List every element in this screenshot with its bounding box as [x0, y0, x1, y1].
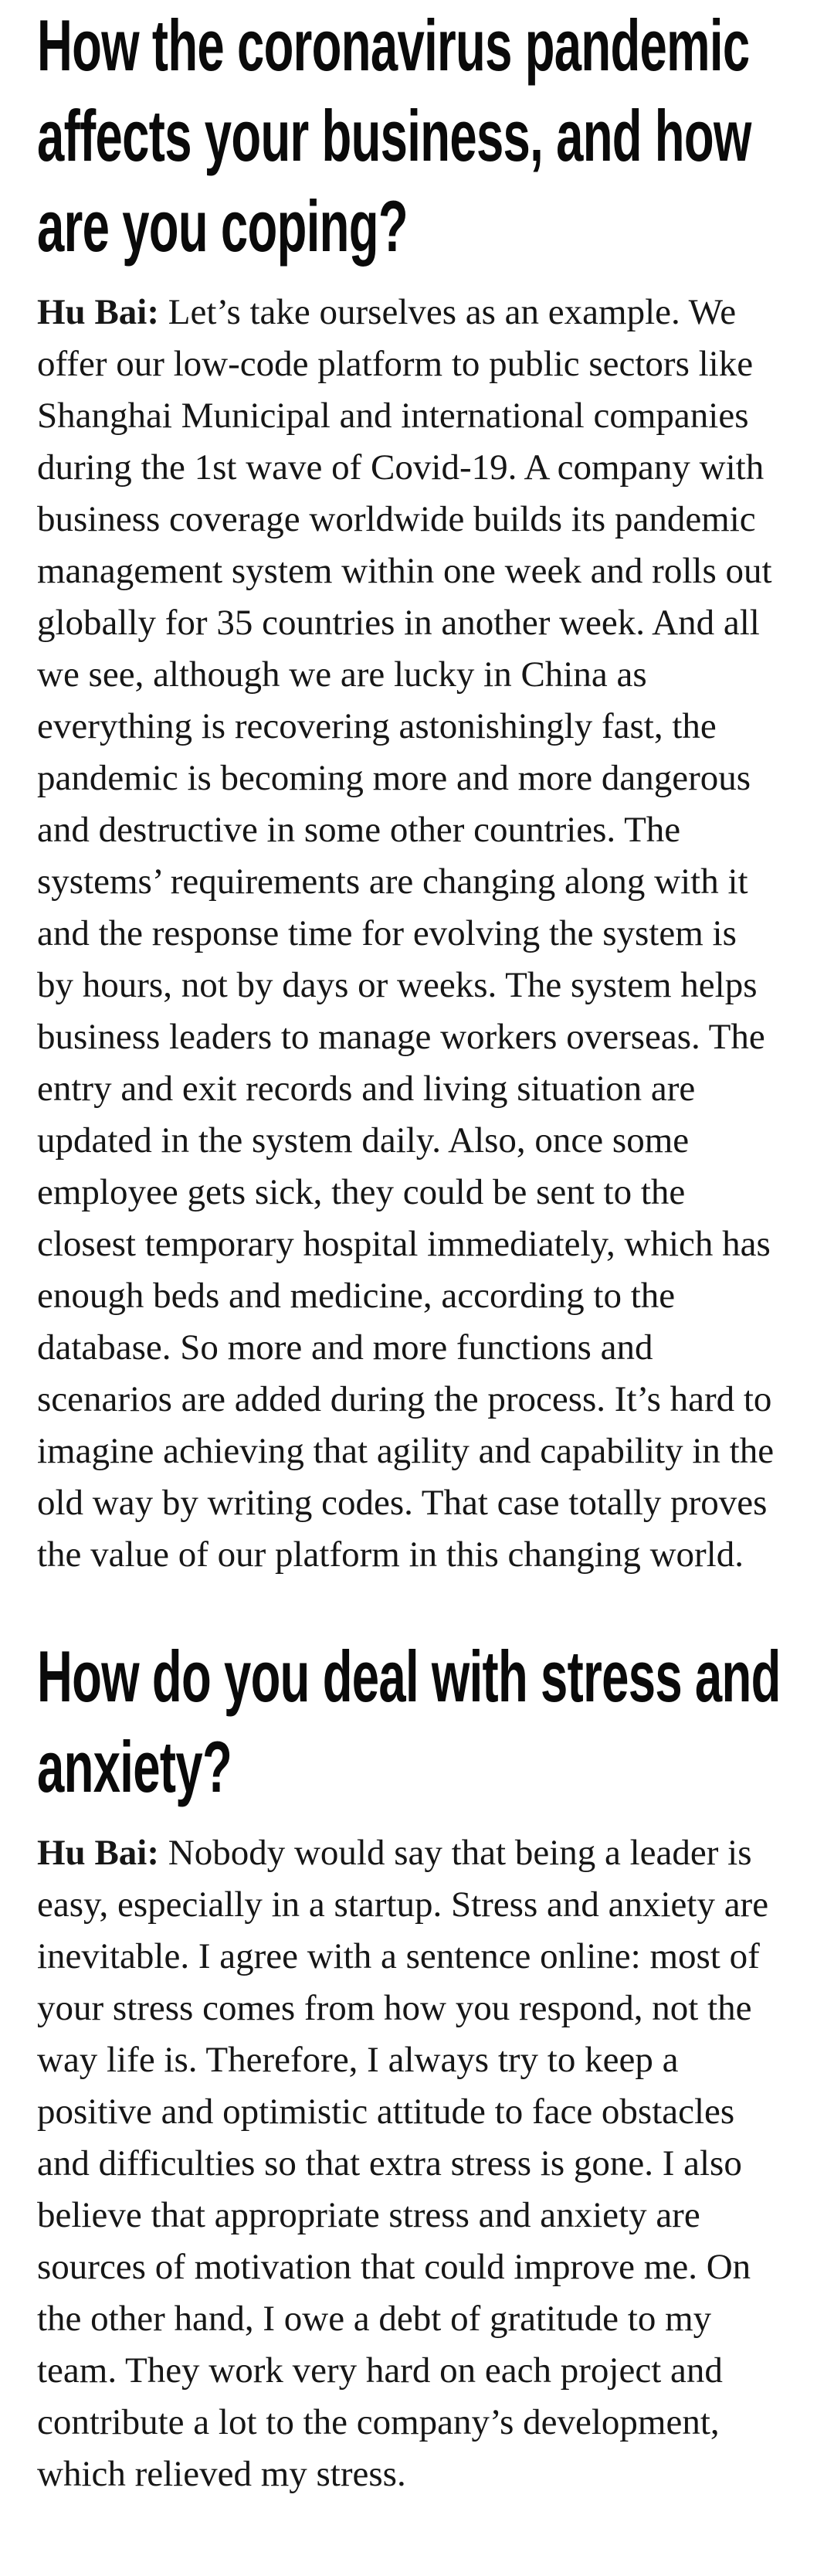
answer-paragraph [37, 287, 776, 1581]
answer-paragraph [37, 1827, 776, 2500]
section-stress-question [37, 1631, 781, 2500]
heading-line: affects your business, and how [37, 95, 751, 176]
question-heading-stress [37, 1631, 781, 1812]
heading-line: How the coronavirus pandemic [37, 5, 750, 86]
heading-line: How do you deal with stress and [37, 1636, 781, 1717]
speaker-label: Hu Bai: [37, 1833, 160, 1873]
question-heading-coronavirus [37, 0, 776, 271]
answer-text: Let’s take ourselves as an example. We offer our low-code platform to public sectors like Shanghai Municipal and international companies during the 1st wave of Covid-19. A company with business coverage worldwide builds its pandemic management system within one week and rolls out globally for 35 countries in another week. And all we see, although we are lucky in China as everything is recovering astonishingly fast, the pandemic is becoming more and more dangerous and destructive in some other countries. The systems’ requirements are changing along with it and the response time for evolving the system is by hours, not by days or weeks. The system helps business leaders to manage workers overseas. The entry and exit records and living situation are updated in the system daily. Also, once some employee gets sick, they could be sent to the closest temporary hospital immediately, which has enough beds and medicine, according to the database. So more and more functions and scenarios are added during the process. It’s hard to imagine achieving that agility and capability in the old way by writing codes. That case totally proves the value of our platform in this changing world. [37, 292, 775, 1575]
heading-line: anxiety? [37, 1726, 232, 1807]
heading-line: are you coping? [37, 185, 408, 267]
section-coronavirus-question [37, 0, 776, 1581]
answer-text: Nobody would say that being a leader is easy, especially in a startup. Stress and anxiety are inevitable. I agree with a sentence online: most of your stress comes from how you respond, not the way life is. Therefore, I always try to keep a positive and optimistic attitude to face obstacles and difficulties so that extra stress is gone. I also believe that appropriate stress and anxiety are sources of motivation that could improve me. On the other hand, I owe a debt of gratitude to my team. They work very hard on each project and contribute a lot to the company’s development, which relieved my stress. [37, 1833, 769, 2494]
speaker-label: Hu Bai: [37, 292, 160, 332]
